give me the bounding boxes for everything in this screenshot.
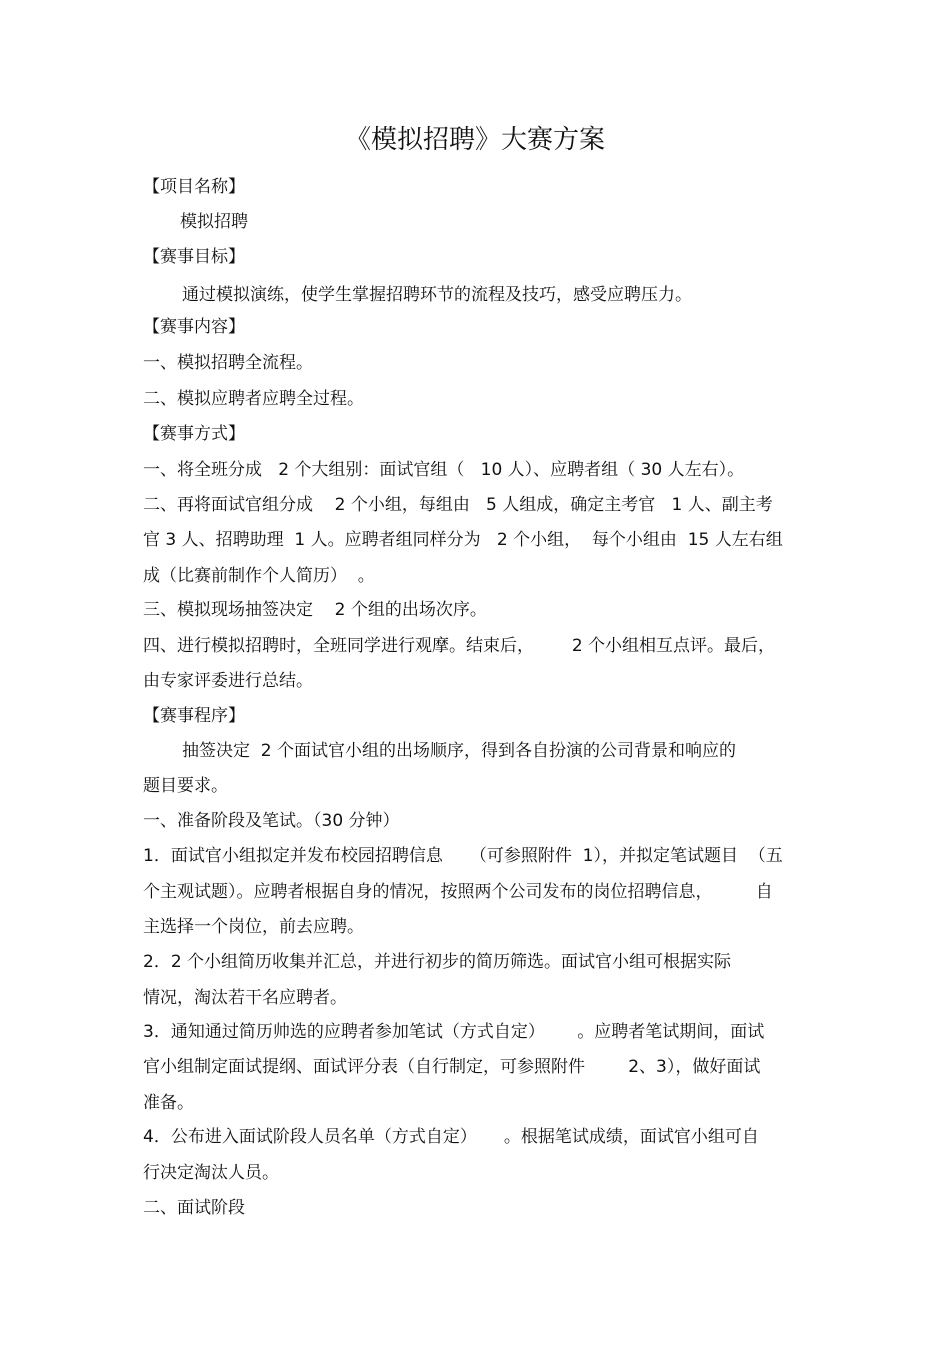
list-item-step-4: 4．公布进入面试阶段人员名单（方式自定） 。根据笔试成绩，面试官小组可自 (143, 1127, 759, 1147)
text-line: 官 3 人、招聘助理 1 人。应聘者组同样分为 2 个小组， 每个小组由 15 人左右组 (143, 530, 783, 550)
paragraph-goal: 通过模拟演练，使学生掌握招聘环节的流程及技巧，感受应聘压力。 (182, 285, 692, 305)
text-line: 主选择一个岗位，前去应聘。 (143, 917, 364, 937)
text-line: 官小组制定面试提纲、面试评分表（自行制定，可参照附件 2、3），做好面试 (143, 1057, 761, 1077)
section-heading-goal: 【赛事目标】 (143, 247, 245, 267)
list-item-method-1: 一、将全班分成 2 个大组别：面试官组（ 10 人）、应聘者组（ 30 人左右）。 (143, 460, 745, 480)
text-line: 情况，淘汰若干名应聘者。 (143, 988, 347, 1008)
section-heading-procedure: 【赛事程序】 (143, 706, 245, 726)
list-item-method-3: 三、模拟现场抽签决定 2 个组的出场次序。 (143, 600, 487, 620)
list-item-stage-2: 二、面试阶段 (143, 1198, 245, 1218)
list-item-stage-1: 一、准备阶段及笔试。（30 分钟） (143, 811, 400, 831)
document-title: 《模拟招聘》大赛方案 (344, 125, 605, 155)
text-line: 成（比赛前制作个人简历） 。 (143, 566, 375, 586)
section-heading-project-name: 【项目名称】 (143, 177, 245, 197)
text-line: 行决定淘汰人员。 (143, 1163, 279, 1183)
list-item-method-2: 二、再将面试官组分成 2 个小组，每组由 5 人组成，确定主考官 1 人、副主考 (143, 495, 773, 515)
list-item-content-2: 二、模拟应聘者应聘全过程。 (143, 389, 364, 409)
list-item-method-4: 四、进行模拟招聘时，全班同学进行观摩。结束后， 2 个小组相互点评。最后， (143, 636, 776, 656)
paragraph-project-name: 模拟招聘 (180, 212, 248, 232)
text-line: 个主观试题）。应聘者根据自身的情况，按照两个公司发布的岗位招聘信息， 自 (143, 882, 773, 902)
text-line: 由专家评委进行总结。 (143, 671, 313, 691)
section-heading-method: 【赛事方式】 (143, 424, 245, 444)
paragraph-procedure: 抽签决定 2 个面试官小组的出场顺序，得到各自扮演的公司背景和响应的 (182, 741, 737, 761)
text-line: 准备。 (143, 1093, 194, 1113)
list-item-step-3: 3．通知通过简历帅选的应聘者参加笔试（方式自定） 。应聘者笔试期间，面试 (143, 1022, 765, 1042)
section-heading-content: 【赛事内容】 (143, 317, 245, 337)
list-item-content-1: 一、模拟招聘全流程。 (143, 353, 313, 373)
list-item-step-2: 2．2 个小组简历收集并汇总，并进行初步的简历筛选。面试官小组可根据实际 (143, 952, 732, 972)
list-item-step-1: 1．面试官小组拟定并发布校园招聘信息 （可参照附件 1），并拟定笔试题目 （五 (143, 846, 783, 866)
text-line: 题目要求。 (143, 776, 228, 796)
